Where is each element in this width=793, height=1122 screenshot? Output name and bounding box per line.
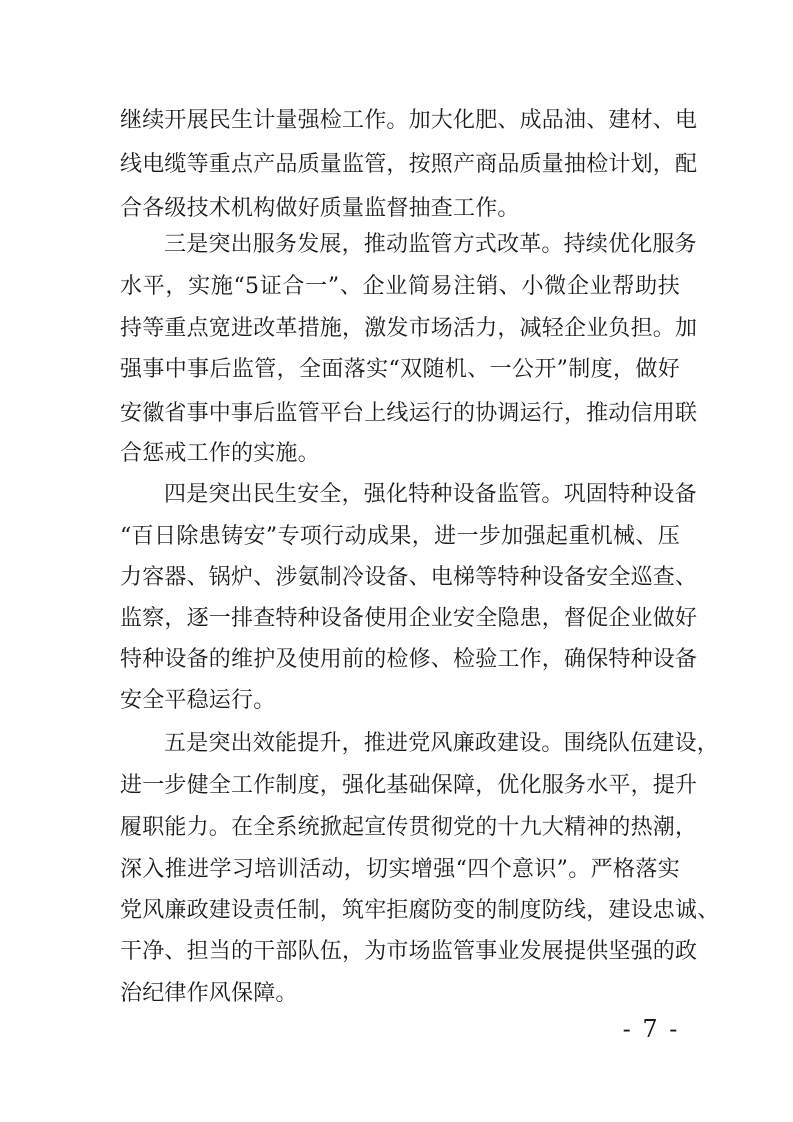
- text-line: 水平，实施“5证合一”、企业简易注销、小微企业帮助扶: [120, 274, 680, 299]
- text-line: 持等重点宽进改革措施，激发市场活力，减轻企业负担。加: [120, 316, 698, 341]
- paragraph-start-line: 三是突出服务发展，推动监管方式改革。持续优化服务: [164, 232, 697, 257]
- text-line: 深入推进学习培训活动，切实增强“四个意识”。严格落实: [120, 857, 680, 882]
- text-line: 监察，逐一排查特种设备使用企业安全隐患，督促企业做好: [120, 606, 698, 631]
- text-line: 治纪律作风保障。: [120, 981, 298, 1006]
- paragraph-start-line: 五是突出效能提升，推进党风廉政建设。围绕队伍建设，: [164, 731, 720, 756]
- text-line: 安全平稳运行。: [120, 688, 276, 713]
- text-line: 合各级技术机构做好质量监督抽查工作。: [120, 196, 520, 221]
- text-line: 干净、担当的干部队伍，为市场监管事业发展提供坚强的政: [120, 939, 698, 964]
- text-line: 履职能力。在全系统掀起宣传贯彻党的十九大精神的热潮，: [120, 815, 698, 840]
- text-line: 继续开展民生计量强检工作。加大化肥、成品油、建材、电: [120, 108, 698, 133]
- text-line: “百日除患铸安”专项行动成果，进一步加强起重机械、压: [120, 524, 680, 549]
- text-line: 力容器、锅炉、涉氨制冷设备、电梯等特种设备安全巡查、: [120, 565, 698, 590]
- text-line: 安徽省事中事后监管平台上线运行的协调运行，推动信用联: [120, 401, 698, 426]
- text-line: 特种设备的维护及使用前的检修、检验工作，确保特种设备: [120, 647, 698, 672]
- text-line: 进一步健全工作制度，强化基础保障，优化服务水平，提升: [120, 773, 698, 798]
- page-number: - 7 -: [622, 1015, 680, 1043]
- text-line: 强事中事后监管，全面落实“双随机、一公开”制度，做好: [120, 357, 680, 382]
- text-line: 线电缆等重点产品质量监管，按照产商品质量抽检计划，配: [120, 152, 698, 177]
- paragraph-start-line: 四是突出民生安全，强化特种设备监管。巩固特种设备: [164, 482, 697, 507]
- text-line: 合惩戒工作的实施。: [120, 441, 320, 466]
- text-line: 党风廉政建设责任制，筑牢拒腐防变的制度防线，建设忠诚、: [120, 898, 720, 923]
